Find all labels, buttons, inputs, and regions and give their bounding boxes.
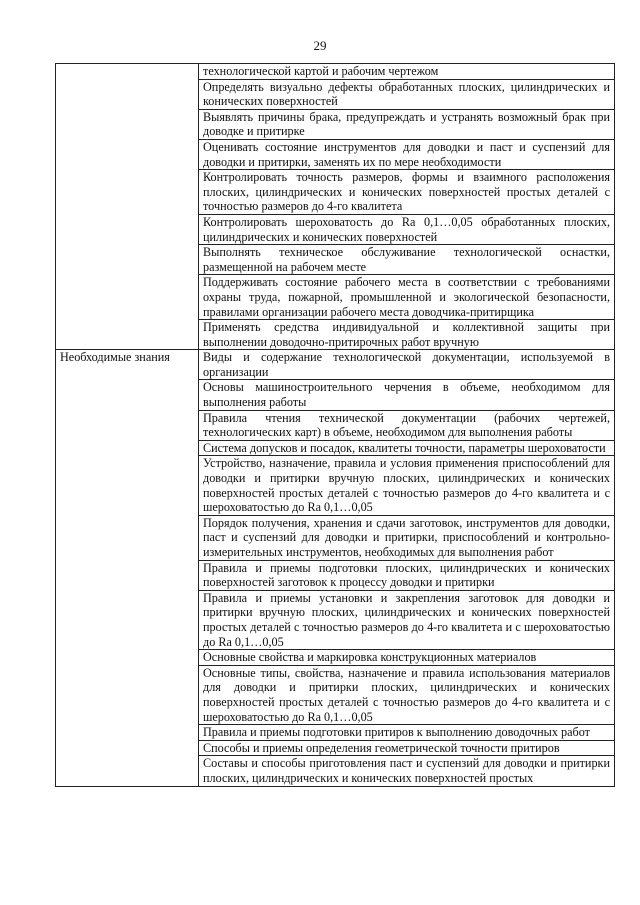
- page-number: 29: [313, 38, 327, 53]
- knowledge-item: Порядок получения, хранения и сдачи заготовок, инструментов для доводки, паст и суспензий для доводки и притирки, приспособлений и контрольно-измерительных инструментов, необходимых для выполнения работ: [199, 515, 615, 560]
- knowledge-item: Система допусков и посадок, квалитеты точности, параметры шероховатости: [199, 440, 615, 456]
- skill-item: Выявлять причины брака, предупреждать и устранять возможный брак при доводке и притирке: [199, 109, 615, 139]
- table-row: [56, 64, 615, 80]
- knowledge-item: Правила и приемы подготовки притиров к выполнению доводочных работ: [199, 725, 615, 741]
- table-row: [56, 350, 615, 380]
- knowledge-item: Основные свойства и маркировка конструкционных материалов: [199, 650, 615, 666]
- knowledge-item: Правила и приемы подготовки плоских, цилиндрических и конических поверхностей заготовок к процессу доводки и притирки: [199, 560, 615, 590]
- knowledge-label-cell: Необходимые знания: [56, 350, 199, 786]
- skill-item: Выполнять техническое обслуживание технологической оснастки, размещенной на рабочем месте: [199, 245, 615, 275]
- knowledge-item: Виды и содержание технологической документации, используемой в организации: [199, 350, 615, 380]
- knowledge-item: Устройство, назначение, правила и условия применения приспособлений для доводки и притирки вручную плоских, цилиндрических и конических поверхностей простых деталей с точностью размеров до 4-го квалитета и с шероховатостью до Ra 0,1…0,05: [199, 456, 615, 515]
- skill-item: Контролировать точность размеров, формы и взаимного расположения плоских, цилиндрических и конических поверхностей простых деталей с точностью размеров до 4-го квалитета: [199, 170, 615, 215]
- knowledge-item: Способы и приемы определения геометрической точности притиров: [199, 740, 615, 756]
- skill-item: Определять визуально дефекты обработанных плоских, цилиндрических и конических поверхностей: [199, 79, 615, 109]
- knowledge-item: Правила чтения технической документации (рабочих чертежей, технологических карт) в объеме, необходимом для выполнения работы: [199, 410, 615, 440]
- skill-item: Применять средства индивидуальной и коллективной защиты при выполнении доводочно-притирочных работ вручную: [199, 320, 615, 350]
- knowledge-item: Составы и способы приготовления паст и суспензий для доводки и притирки плоских, цилиндрических и конических поверхностей простых: [199, 756, 615, 786]
- knowledge-item: Основные типы, свойства, назначение и правила использования материалов для доводки и притирки плоских, цилиндрических и конических поверхностей простых деталей с точностью размеров до 4-го квалитета и с шероховатостью до Ra 0,1…0,05: [199, 665, 615, 724]
- skill-item: Поддерживать состояние рабочего места в соответствии с требованиями охраны труда, пожарной, промышленной и экологической безопасности, правилами организации рабочего места доводчика-притирщика: [199, 275, 615, 320]
- skill-item: Контролировать шероховатость до Ra 0,1…0,05 обработанных плоских, цилиндрических и конических поверхностей: [199, 214, 615, 244]
- skill-item: Оценивать состояние инструментов для доводки и паст и суспензий для доводки и притирки, заменять их по мере необходимости: [199, 139, 615, 169]
- skills-label-cell: [56, 64, 199, 350]
- knowledge-item: Правила и приемы установки и закрепления заготовок для доводки и притирки вручную плоских, цилиндрических и конических поверхностей простых деталей с точностью размеров до 4-го квалитета и с шероховатостью до Ra 0,1…0,05: [199, 590, 615, 649]
- skill-item: технологической картой и рабочим чертежом: [199, 64, 615, 80]
- requirements-table: [55, 63, 615, 787]
- knowledge-item: Основы машиностроительного черчения в объеме, необходимом для выполнения работы: [199, 380, 615, 410]
